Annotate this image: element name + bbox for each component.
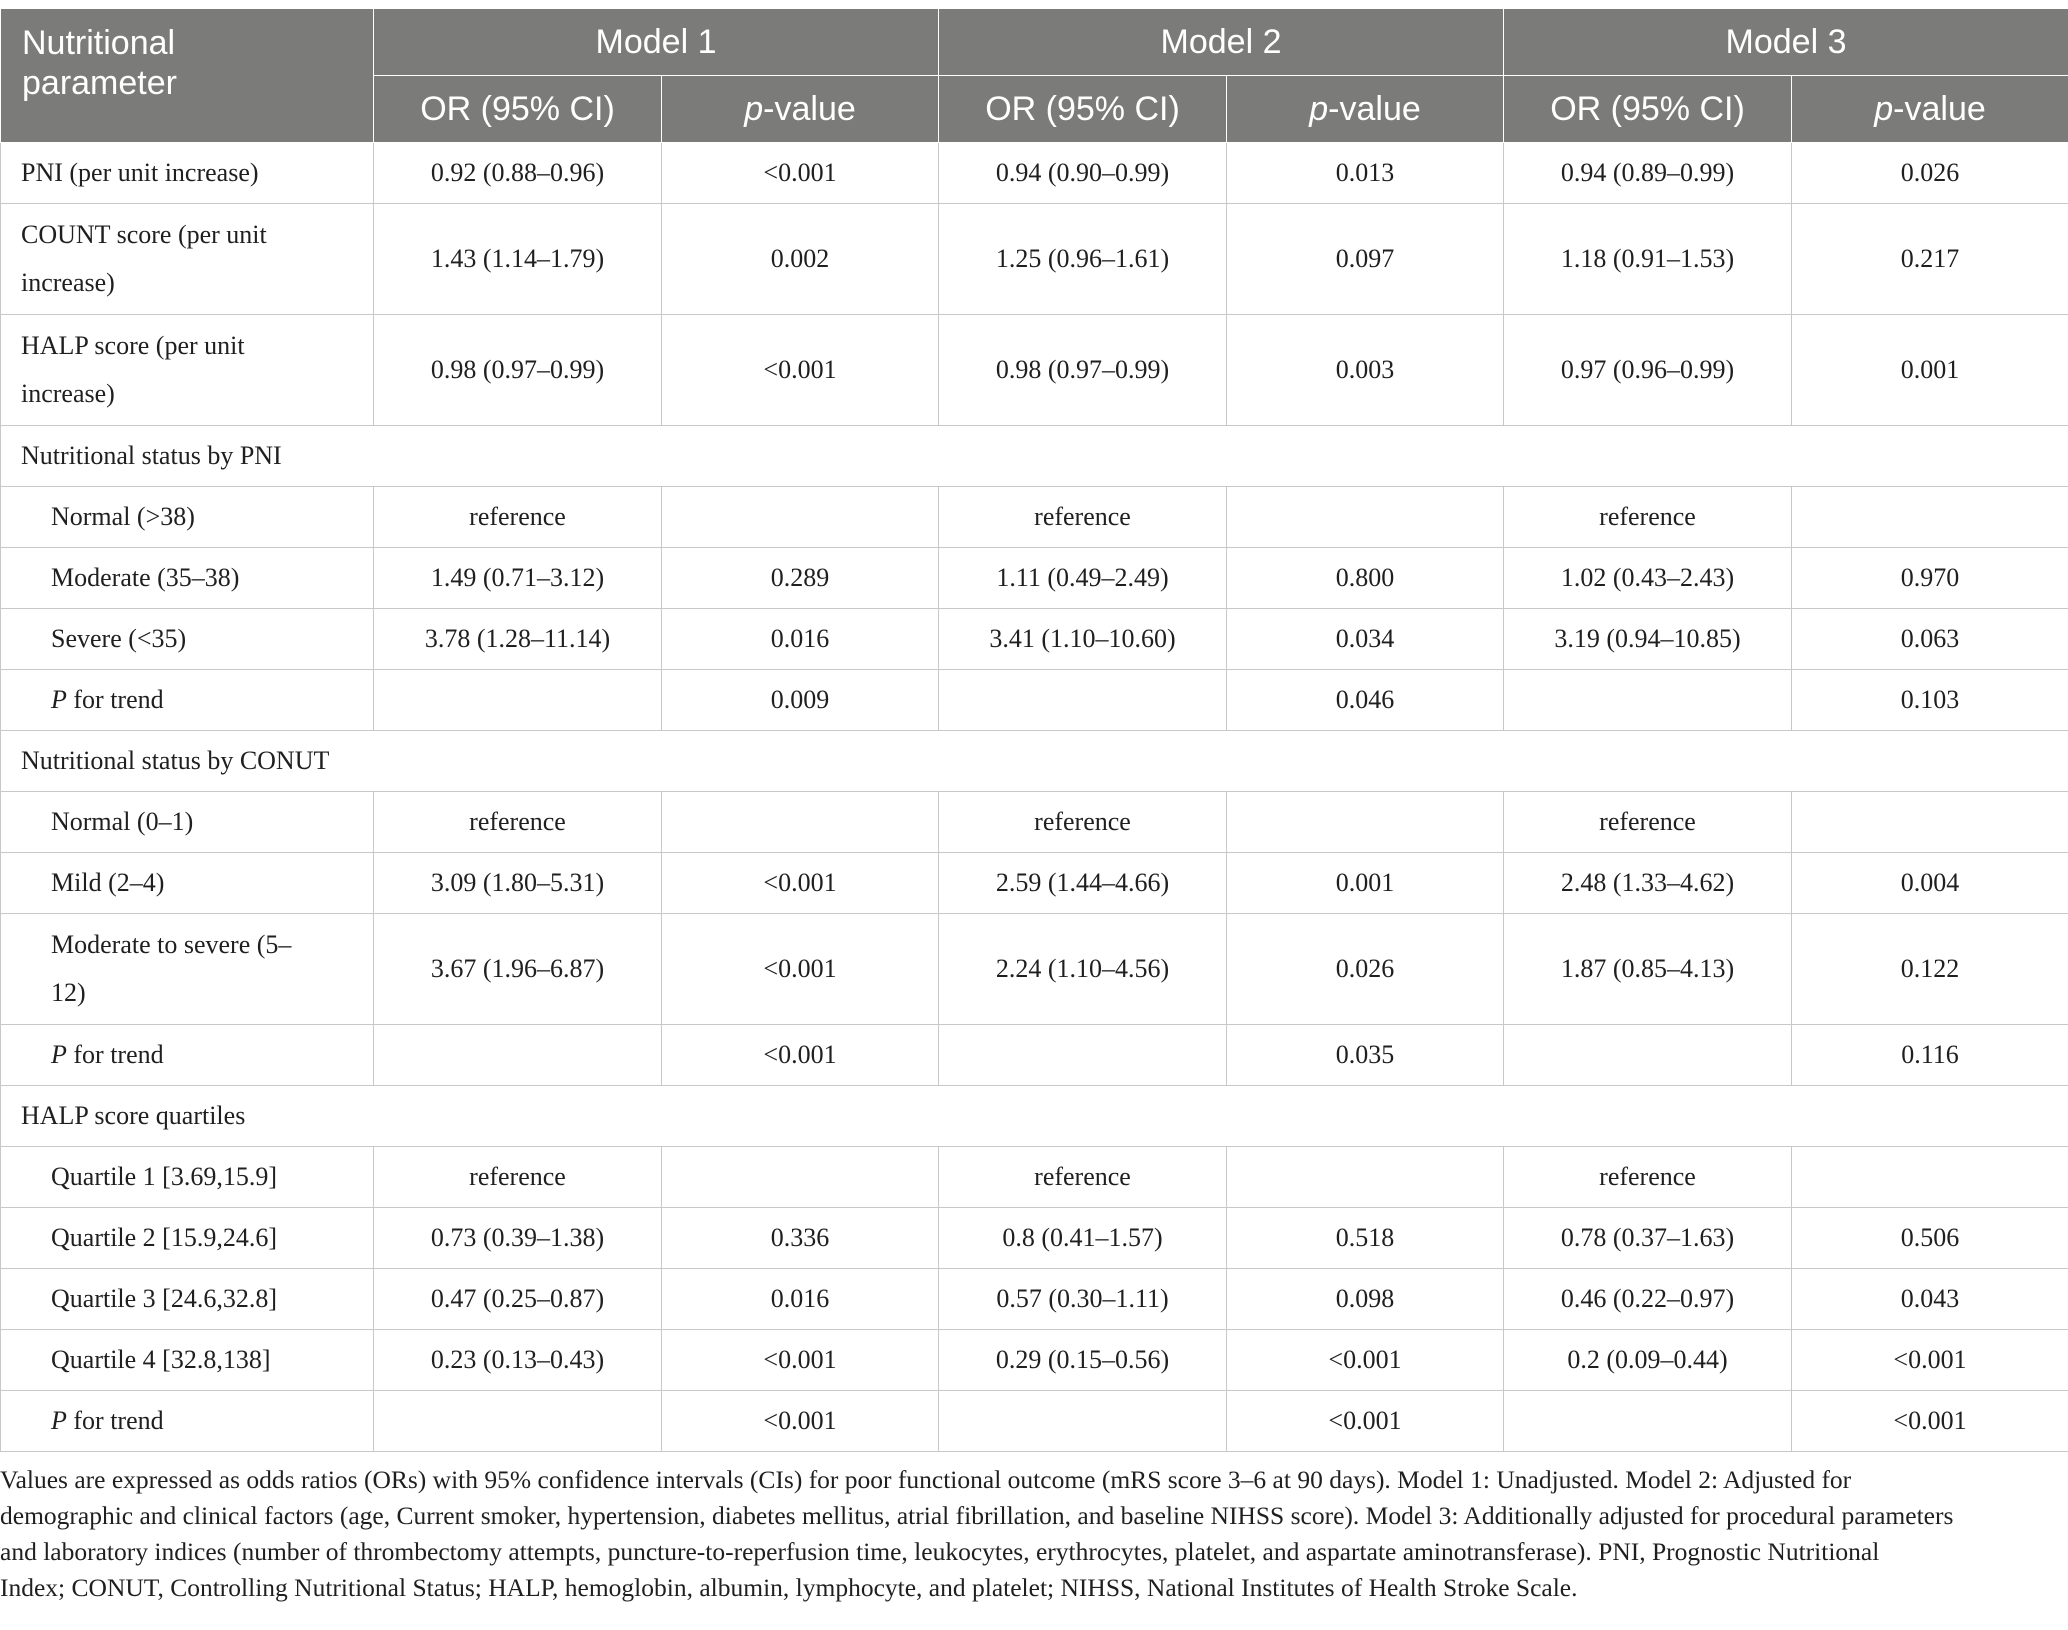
row-label: COUNT score (per unit increase) bbox=[1, 204, 374, 315]
table-row bbox=[1, 204, 2068, 315]
cell: 0.002 bbox=[662, 204, 939, 315]
cell: reference bbox=[1504, 1147, 1792, 1208]
cell: 1.18 (0.91–1.53) bbox=[1504, 204, 1792, 315]
cell: 0.518 bbox=[1227, 1208, 1504, 1269]
cell: 0.001 bbox=[1792, 315, 2068, 426]
cell: <0.001 bbox=[662, 1025, 939, 1086]
cell: 0.23 (0.13–0.43) bbox=[374, 1330, 662, 1391]
cell: 3.19 (0.94–10.85) bbox=[1504, 609, 1792, 670]
cell: <0.001 bbox=[662, 853, 939, 914]
cell: 0.043 bbox=[1792, 1269, 2068, 1330]
row-label: Moderate to severe (5– 12) bbox=[1, 914, 374, 1025]
section-row bbox=[1, 731, 2068, 792]
header-p-value: p-value bbox=[1227, 76, 1504, 143]
cell: 3.67 (1.96–6.87) bbox=[374, 914, 662, 1025]
cell: 0.800 bbox=[1227, 548, 1504, 609]
cell: 1.25 (0.96–1.61) bbox=[939, 204, 1227, 315]
row-label: Normal (>38) bbox=[1, 487, 374, 548]
cell: 0.097 bbox=[1227, 204, 1504, 315]
cell: 0.92 (0.88–0.96) bbox=[374, 143, 662, 204]
cell: 0.217 bbox=[1792, 204, 2068, 315]
cell: 3.09 (1.80–5.31) bbox=[374, 853, 662, 914]
cell: <0.001 bbox=[662, 143, 939, 204]
cell: 0.003 bbox=[1227, 315, 1504, 426]
header-or-ci: OR (95% CI) bbox=[1504, 76, 1792, 143]
cell: <0.001 bbox=[662, 1330, 939, 1391]
cell: 0.004 bbox=[1792, 853, 2068, 914]
table-row bbox=[1, 853, 2068, 914]
cell: 0.103 bbox=[1792, 670, 2068, 731]
cell: 1.49 (0.71–3.12) bbox=[374, 548, 662, 609]
row-label: P for trend bbox=[1, 1025, 374, 1086]
cell bbox=[1792, 1147, 2068, 1208]
table-body bbox=[1, 143, 2068, 1452]
section-row bbox=[1, 1086, 2068, 1147]
cell bbox=[1227, 792, 1504, 853]
cell: 0.034 bbox=[1227, 609, 1504, 670]
cell: 0.013 bbox=[1227, 143, 1504, 204]
table-row bbox=[1, 143, 2068, 204]
table-row bbox=[1, 609, 2068, 670]
cell: reference bbox=[1504, 487, 1792, 548]
header-model-1: Model 1 bbox=[374, 9, 939, 76]
row-label: PNI (per unit increase) bbox=[1, 143, 374, 204]
row-label: Quartile 3 [24.6,32.8] bbox=[1, 1269, 374, 1330]
cell: 0.970 bbox=[1792, 548, 2068, 609]
table-footnote bbox=[0, 1462, 2055, 1606]
table-row bbox=[1, 315, 2068, 426]
cell: 3.41 (1.10–10.60) bbox=[939, 609, 1227, 670]
cell: 0.026 bbox=[1227, 914, 1504, 1025]
cell: 0.098 bbox=[1227, 1269, 1504, 1330]
table-row bbox=[1, 1269, 2068, 1330]
row-label: P for trend bbox=[1, 670, 374, 731]
header-p-value: p-value bbox=[1792, 76, 2068, 143]
cell: 0.035 bbox=[1227, 1025, 1504, 1086]
cell: 0.57 (0.30–1.11) bbox=[939, 1269, 1227, 1330]
cell: 0.122 bbox=[1792, 914, 2068, 1025]
cell: <0.001 bbox=[1792, 1330, 2068, 1391]
cell: reference bbox=[939, 487, 1227, 548]
section-label: HALP score quartiles bbox=[1, 1086, 2068, 1147]
table-row bbox=[1, 1025, 2068, 1086]
row-label: HALP score (per unit increase) bbox=[1, 315, 374, 426]
cell: reference bbox=[1504, 792, 1792, 853]
table-row bbox=[1, 914, 2068, 1025]
table-header bbox=[1, 9, 2068, 143]
cell: 2.59 (1.44–4.66) bbox=[939, 853, 1227, 914]
footnote-line: Index; CONUT, Controlling Nutritional Status; HALP, hemoglobin, albumin, lymphocyte, and platelet; NIHSS, National Institutes of Health Stroke Scale. bbox=[0, 1573, 1578, 1602]
row-label: Quartile 1 [3.69,15.9] bbox=[1, 1147, 374, 1208]
cell bbox=[1504, 1391, 1792, 1452]
cell: 0.46 (0.22–0.97) bbox=[1504, 1269, 1792, 1330]
footnote-line: and laboratory indices (number of thrombectomy attempts, puncture-to-reperfusion time, leukocytes, erythrocytes, platelet, and aspartate aminotransferase). PNI, Prognostic Nutritional bbox=[0, 1537, 1880, 1566]
cell: 1.87 (0.85–4.13) bbox=[1504, 914, 1792, 1025]
cell: 0.98 (0.97–0.99) bbox=[374, 315, 662, 426]
cell: 0.8 (0.41–1.57) bbox=[939, 1208, 1227, 1269]
cell bbox=[1504, 670, 1792, 731]
table-row bbox=[1, 1330, 2068, 1391]
cell: reference bbox=[374, 487, 662, 548]
row-label: Severe (<35) bbox=[1, 609, 374, 670]
cell: <0.001 bbox=[662, 914, 939, 1025]
row-label: Normal (0–1) bbox=[1, 792, 374, 853]
cell: 0.026 bbox=[1792, 143, 2068, 204]
cell: 0.506 bbox=[1792, 1208, 2068, 1269]
table-figure bbox=[0, 8, 2068, 1452]
cell: 0.001 bbox=[1227, 853, 1504, 914]
table-row bbox=[1, 487, 2068, 548]
cell bbox=[939, 1391, 1227, 1452]
cell: 1.11 (0.49–2.49) bbox=[939, 548, 1227, 609]
header-model-2: Model 2 bbox=[939, 9, 1504, 76]
cell bbox=[1792, 487, 2068, 548]
cell: <0.001 bbox=[662, 1391, 939, 1452]
cell: <0.001 bbox=[1792, 1391, 2068, 1452]
section-label: Nutritional status by CONUT bbox=[1, 731, 2068, 792]
cell: 0.78 (0.37–1.63) bbox=[1504, 1208, 1792, 1269]
cell bbox=[662, 487, 939, 548]
cell: 0.016 bbox=[662, 609, 939, 670]
cell: 0.009 bbox=[662, 670, 939, 731]
cell bbox=[939, 1025, 1227, 1086]
cell: 0.73 (0.39–1.38) bbox=[374, 1208, 662, 1269]
cell: 0.336 bbox=[662, 1208, 939, 1269]
cell: 0.046 bbox=[1227, 670, 1504, 731]
cell: <0.001 bbox=[1227, 1391, 1504, 1452]
cell: 1.43 (1.14–1.79) bbox=[374, 204, 662, 315]
cell bbox=[662, 792, 939, 853]
header-p-value: p-value bbox=[662, 76, 939, 143]
cell: 0.94 (0.90–0.99) bbox=[939, 143, 1227, 204]
cell: reference bbox=[374, 1147, 662, 1208]
table-row bbox=[1, 1147, 2068, 1208]
cell: 2.48 (1.33–4.62) bbox=[1504, 853, 1792, 914]
section-row bbox=[1, 426, 2068, 487]
cell: <0.001 bbox=[1227, 1330, 1504, 1391]
cell: 0.063 bbox=[1792, 609, 2068, 670]
footnote-line: demographic and clinical factors (age, Current smoker, hypertension, diabetes mellitus, atrial fibrillation, and baseline NIHSS score). Model 3: Additionally adjusted for procedural parameters bbox=[0, 1501, 1954, 1530]
row-label: Quartile 2 [15.9,24.6] bbox=[1, 1208, 374, 1269]
cell bbox=[374, 1391, 662, 1452]
cell: reference bbox=[939, 1147, 1227, 1208]
cell: 0.289 bbox=[662, 548, 939, 609]
cell: 0.97 (0.96–0.99) bbox=[1504, 315, 1792, 426]
header-model-3: Model 3 bbox=[1504, 9, 2068, 76]
cell bbox=[1227, 1147, 1504, 1208]
footnote-line: Values are expressed as odds ratios (ORs) with 95% confidence intervals (CIs) for poor functional outcome (mRS score 3–6 at 90 days). Model 1: Unadjusted. Model 2: Adjusted for bbox=[0, 1465, 1852, 1494]
cell: <0.001 bbox=[662, 315, 939, 426]
row-label: Quartile 4 [32.8,138] bbox=[1, 1330, 374, 1391]
cell: 0.116 bbox=[1792, 1025, 2068, 1086]
cell: 2.24 (1.10–4.56) bbox=[939, 914, 1227, 1025]
cell: 0.98 (0.97–0.99) bbox=[939, 315, 1227, 426]
cell bbox=[662, 1147, 939, 1208]
table-row bbox=[1, 548, 2068, 609]
table-row bbox=[1, 1391, 2068, 1452]
cell: 0.47 (0.25–0.87) bbox=[374, 1269, 662, 1330]
table-row bbox=[1, 792, 2068, 853]
results-table bbox=[0, 8, 2068, 1452]
cell bbox=[1227, 487, 1504, 548]
cell bbox=[374, 670, 662, 731]
cell bbox=[939, 670, 1227, 731]
section-label: Nutritional status by PNI bbox=[1, 426, 2068, 487]
cell: reference bbox=[374, 792, 662, 853]
cell bbox=[374, 1025, 662, 1086]
row-label: Moderate (35–38) bbox=[1, 548, 374, 609]
cell: 0.016 bbox=[662, 1269, 939, 1330]
cell: 0.94 (0.89–0.99) bbox=[1504, 143, 1792, 204]
cell: 0.29 (0.15–0.56) bbox=[939, 1330, 1227, 1391]
cell: 0.2 (0.09–0.44) bbox=[1504, 1330, 1792, 1391]
header-nutritional-parameter: Nutritional parameter bbox=[1, 9, 374, 143]
cell: reference bbox=[939, 792, 1227, 853]
header-or-ci: OR (95% CI) bbox=[939, 76, 1227, 143]
table-row bbox=[1, 670, 2068, 731]
cell: 1.02 (0.43–2.43) bbox=[1504, 548, 1792, 609]
row-label: Mild (2–4) bbox=[1, 853, 374, 914]
cell bbox=[1792, 792, 2068, 853]
header-or-ci: OR (95% CI) bbox=[374, 76, 662, 143]
cell: 3.78 (1.28–11.14) bbox=[374, 609, 662, 670]
table-row bbox=[1, 1208, 2068, 1269]
row-label: P for trend bbox=[1, 1391, 374, 1452]
cell bbox=[1504, 1025, 1792, 1086]
